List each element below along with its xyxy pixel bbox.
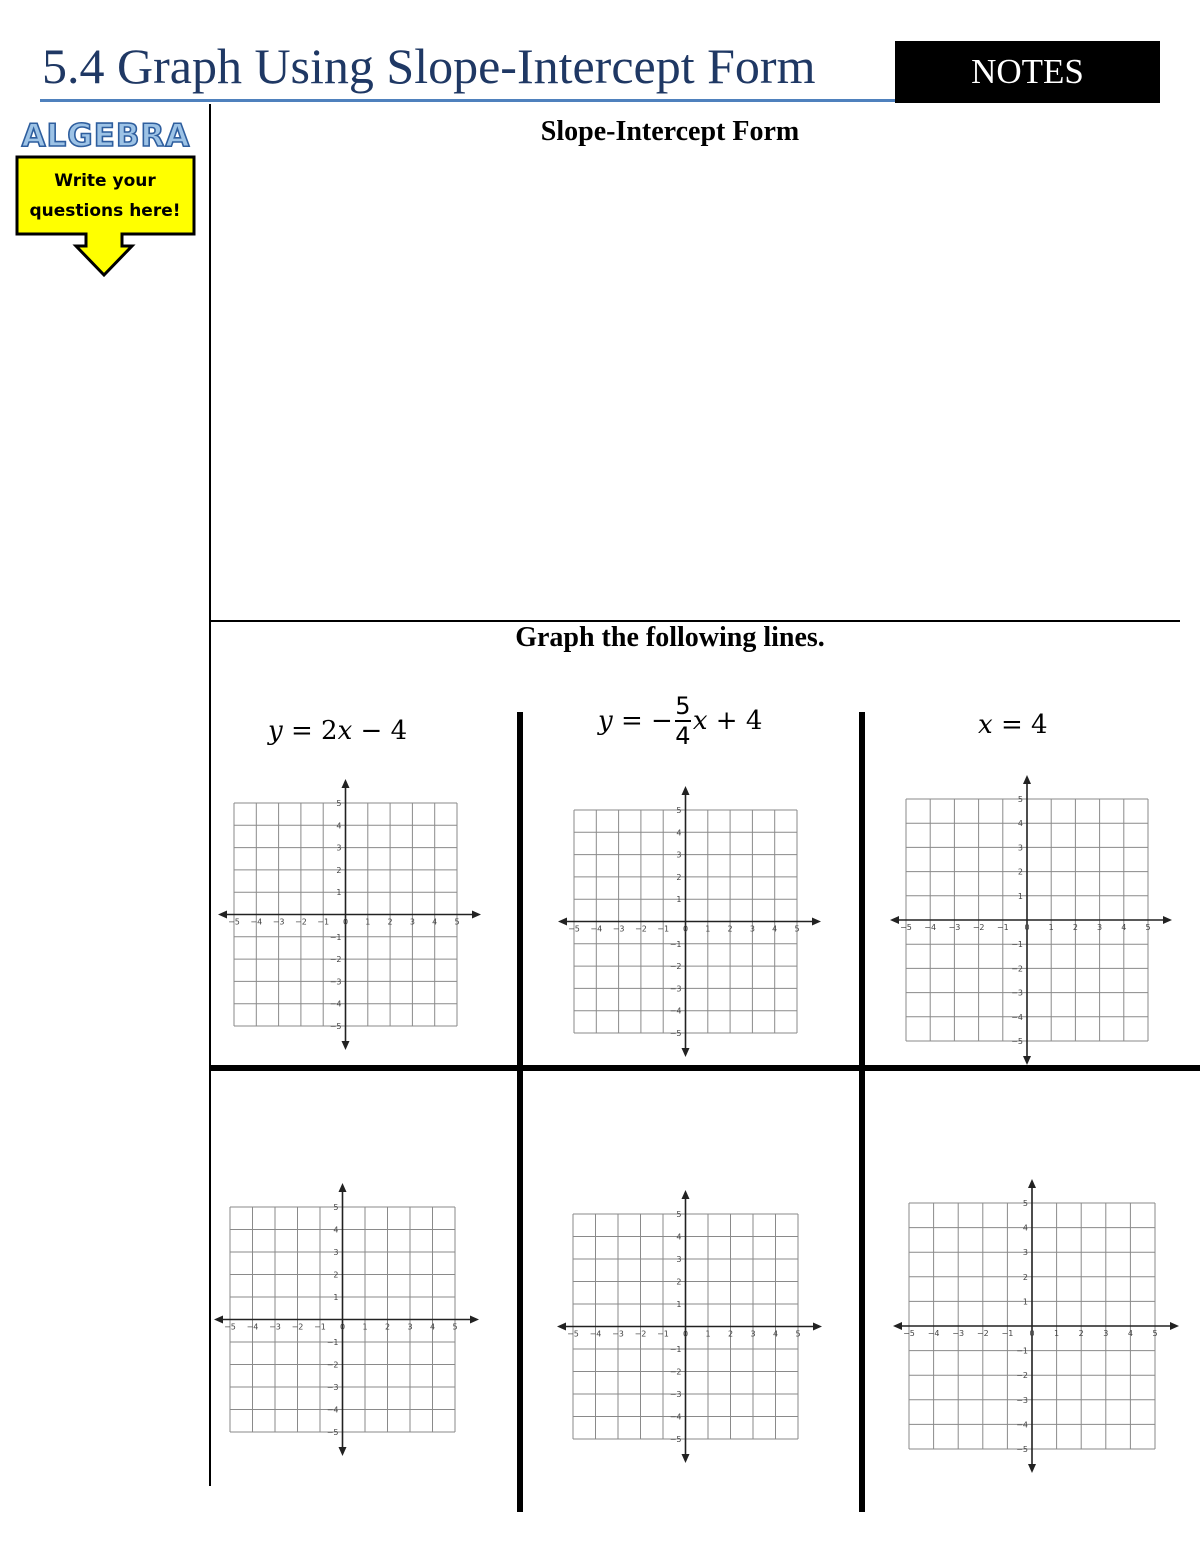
y-tick-label: −3 [669, 984, 682, 994]
x-tick-label: 5 [454, 917, 460, 927]
y-tick-label: 2 [676, 872, 682, 882]
y-tick-label: 3 [333, 1248, 339, 1257]
x-tick-label: 5 [1152, 1329, 1158, 1338]
y-tick-label: 5 [333, 1203, 339, 1212]
x-tick-label: 2 [727, 924, 733, 934]
y-tick-label: 3 [1022, 1248, 1028, 1258]
x-tick-label: −5 [568, 924, 580, 934]
y-tick-label: −4 [1016, 1420, 1028, 1430]
y-tick-label: 4 [333, 1225, 339, 1235]
y-axis-arrow-up [342, 779, 350, 788]
y-tick-label: 3 [676, 1255, 682, 1264]
y-tick-label: 5 [336, 799, 342, 808]
x-axis-arrow-right [812, 918, 821, 926]
x-tick-label: −3 [612, 1329, 624, 1339]
callout-text [22, 166, 188, 226]
notes-badge: NOTES [895, 41, 1160, 103]
equation-1: y = 2x − 4 [268, 716, 408, 746]
y-tick-label: −1 [326, 1338, 339, 1347]
y-tick-label: 1 [1022, 1297, 1028, 1307]
x-tick-label: −3 [272, 917, 285, 927]
x-tick-label: 3 [749, 924, 755, 934]
y-tick-label: −1 [1011, 940, 1023, 950]
y-tick-label: 3 [336, 843, 342, 853]
x-tick-label: −4 [589, 1329, 602, 1339]
y-tick-label: 1 [676, 1300, 682, 1309]
x-tick-label: 5 [794, 924, 800, 934]
y-tick-label: −3 [329, 977, 342, 987]
x-tick-label: 3 [750, 1329, 756, 1339]
y-axis-arrow-down [339, 1447, 347, 1456]
x-tick-label: −2 [295, 917, 307, 927]
y-tick-label: 2 [1022, 1272, 1028, 1282]
y-tick-label: 1 [333, 1293, 339, 1302]
y-tick-label: −2 [669, 962, 682, 972]
x-tick-label: −1 [657, 1329, 669, 1339]
x-tick-label: 1 [1054, 1329, 1060, 1338]
y-tick-label: −2 [1016, 1371, 1028, 1381]
x-tick-label: −5 [228, 917, 240, 927]
x-tick-label: 1 [705, 924, 711, 934]
coordinate-grid-6[interactable] [886, 1176, 1181, 1474]
x-tick-label: 1 [365, 917, 371, 927]
coordinate-grid-5[interactable] [557, 1188, 825, 1468]
x-tick-label: −3 [269, 1322, 281, 1332]
x-axis-arrow-left [890, 916, 899, 924]
y-tick-label: −5 [329, 1022, 342, 1031]
x-axis-arrow-left [558, 918, 567, 926]
y-tick-label: 4 [676, 1232, 682, 1242]
x-tick-label: −5 [224, 1322, 236, 1332]
y-tick-label: −4 [329, 999, 342, 1009]
y-axis-arrow-up [682, 786, 690, 795]
y-tick-label: 4 [1022, 1223, 1028, 1233]
x-tick-label: −5 [567, 1329, 579, 1339]
x-tick-label: −2 [291, 1322, 304, 1332]
coordinate-grid-2[interactable] [558, 785, 823, 1060]
callout-line-1: Write your [54, 171, 156, 191]
y-tick-label: −4 [669, 1412, 682, 1422]
y-tick-label: 5 [1017, 795, 1023, 804]
x-tick-label: 5 [1145, 923, 1151, 932]
x-tick-label: −4 [924, 923, 937, 932]
x-tick-label: −3 [948, 923, 961, 932]
coordinate-grid-4[interactable] [214, 1182, 479, 1462]
page-title: 5.4 Graph Using Slope-Intercept Form [42, 38, 816, 94]
x-tick-label: 1 [705, 1329, 711, 1339]
y-tick-label: −2 [326, 1360, 339, 1370]
x-tick-label: 0 [1024, 923, 1030, 932]
y-axis-arrow-down [342, 1041, 350, 1050]
x-tick-label: −3 [952, 1329, 965, 1338]
y-axis-arrow-up [1023, 775, 1031, 784]
slope-intercept-heading: Slope-Intercept Form [540, 116, 800, 147]
y-tick-label: −4 [1011, 1012, 1023, 1022]
x-tick-label: 4 [429, 1322, 436, 1332]
x-axis-arrow-right [470, 1316, 479, 1324]
coordinate-grid-1[interactable] [218, 778, 483, 1053]
y-tick-label: 1 [676, 895, 682, 905]
x-axis-arrow-left [557, 1323, 566, 1331]
y-tick-label: −5 [326, 1428, 339, 1437]
x-tick-label: 4 [772, 1329, 779, 1339]
y-tick-label: −4 [669, 1006, 682, 1016]
y-axis-arrow-up [682, 1190, 690, 1199]
x-tick-label: 3 [1103, 1329, 1109, 1338]
y-tick-label: 2 [676, 1277, 682, 1287]
y-tick-label: −1 [329, 932, 342, 942]
y-tick-label: 2 [333, 1270, 339, 1280]
y-tick-label: 4 [336, 821, 342, 831]
slope-fraction: $\frac{5}{4}$ [675, 692, 691, 750]
x-tick-label: −4 [927, 1329, 940, 1338]
y-axis-arrow-down [1028, 1464, 1036, 1473]
x-tick-label: 0 [682, 1329, 689, 1339]
x-tick-label: −1 [317, 917, 330, 927]
x-tick-label: −5 [903, 1329, 915, 1338]
x-tick-label: 2 [1078, 1329, 1084, 1338]
y-tick-label: 5 [1022, 1199, 1028, 1208]
y-tick-label: −5 [1016, 1445, 1028, 1454]
x-tick-label: 2 [387, 917, 393, 927]
column-divider-2 [859, 712, 865, 1512]
x-tick-label: 2 [1072, 923, 1078, 932]
y-tick-label: −3 [1016, 1395, 1028, 1405]
y-tick-label: 1 [336, 888, 342, 898]
y-tick-label: 4 [676, 828, 682, 838]
x-axis-arrow-left [218, 911, 227, 919]
x-tick-label: −2 [634, 1329, 647, 1339]
y-tick-label: −2 [329, 955, 342, 965]
y-tick-label: −5 [669, 1435, 682, 1444]
x-tick-label: −4 [250, 917, 263, 927]
x-tick-label: −2 [972, 923, 985, 932]
y-tick-label: −3 [326, 1383, 339, 1392]
y-tick-label: 2 [1017, 867, 1023, 877]
x-tick-label: 1 [362, 1322, 368, 1332]
x-tick-label: −1 [996, 923, 1009, 932]
graph-heading: Graph the following lines. [515, 622, 825, 653]
y-tick-label: 2 [336, 865, 342, 875]
callout-line-2: questions here! [29, 201, 181, 221]
x-tick-label: 4 [1127, 1329, 1133, 1338]
y-tick-label: 3 [676, 850, 682, 860]
y-tick-label: −2 [1011, 964, 1023, 974]
y-tick-label: −1 [1016, 1346, 1028, 1356]
y-tick-label: −2 [669, 1367, 682, 1377]
y-axis-arrow-down [1023, 1056, 1031, 1065]
x-tick-label: 5 [452, 1322, 458, 1332]
x-tick-label: −1 [1001, 1329, 1014, 1338]
x-tick-label: 0 [342, 917, 349, 927]
x-tick-label: −3 [612, 924, 625, 934]
y-tick-label: −1 [669, 1345, 682, 1354]
y-tick-label: 1 [1017, 891, 1023, 901]
y-axis-arrow-down [682, 1048, 690, 1057]
x-tick-label: 0 [339, 1322, 346, 1332]
equation-2: y = − $\frac{5}{4}$ x + 4 [598, 692, 763, 750]
x-axis-arrow-right [813, 1323, 822, 1331]
x-axis-arrow-left [214, 1316, 223, 1324]
y-tick-label: −3 [1011, 988, 1023, 998]
x-tick-label: −4 [590, 924, 603, 934]
x-tick-label: −2 [635, 924, 647, 934]
x-tick-label: 2 [384, 1322, 391, 1332]
x-tick-label: 0 [1029, 1329, 1035, 1338]
y-tick-label: −1 [669, 939, 682, 949]
x-axis-arrow-left [893, 1322, 902, 1330]
x-tick-label: 4 [772, 924, 778, 934]
x-tick-label: 0 [682, 924, 689, 934]
y-tick-label: −3 [669, 1390, 682, 1399]
y-tick-label: 4 [1017, 819, 1023, 829]
x-axis-arrow-right [472, 911, 481, 919]
x-tick-label: 4 [432, 917, 438, 927]
y-tick-label: −4 [326, 1405, 339, 1415]
x-tick-label: 3 [1097, 923, 1103, 932]
y-axis-arrow-up [339, 1183, 347, 1192]
sidebar-divider [209, 104, 211, 1486]
y-tick-label: −5 [669, 1029, 682, 1038]
y-axis-arrow-up [1028, 1179, 1036, 1188]
x-tick-label: 4 [1121, 923, 1127, 932]
y-tick-label: 5 [676, 806, 682, 815]
x-tick-label: −1 [657, 924, 670, 934]
column-divider-1 [517, 712, 523, 1512]
y-axis-arrow-down [682, 1454, 690, 1463]
x-tick-label: 1 [1048, 923, 1054, 932]
x-tick-label: −2 [976, 1329, 989, 1338]
x-tick-label: −1 [314, 1322, 326, 1332]
x-tick-label: −4 [246, 1322, 259, 1332]
x-tick-label: 3 [407, 1322, 413, 1332]
x-axis-arrow-right [1170, 1322, 1179, 1330]
equation-3: x = 4 [978, 710, 1048, 740]
algebra-logo: ALGEBRA [21, 118, 191, 154]
y-tick-label: 5 [676, 1210, 682, 1219]
y-tick-label: −5 [1011, 1037, 1023, 1046]
x-tick-label: 2 [727, 1329, 734, 1339]
x-tick-label: −5 [900, 923, 912, 932]
x-tick-label: 5 [795, 1329, 801, 1339]
coordinate-grid-3[interactable] [884, 772, 1179, 1067]
y-tick-label: 3 [1017, 843, 1023, 853]
x-tick-label: 3 [409, 917, 415, 927]
x-axis-arrow-right [1163, 916, 1172, 924]
